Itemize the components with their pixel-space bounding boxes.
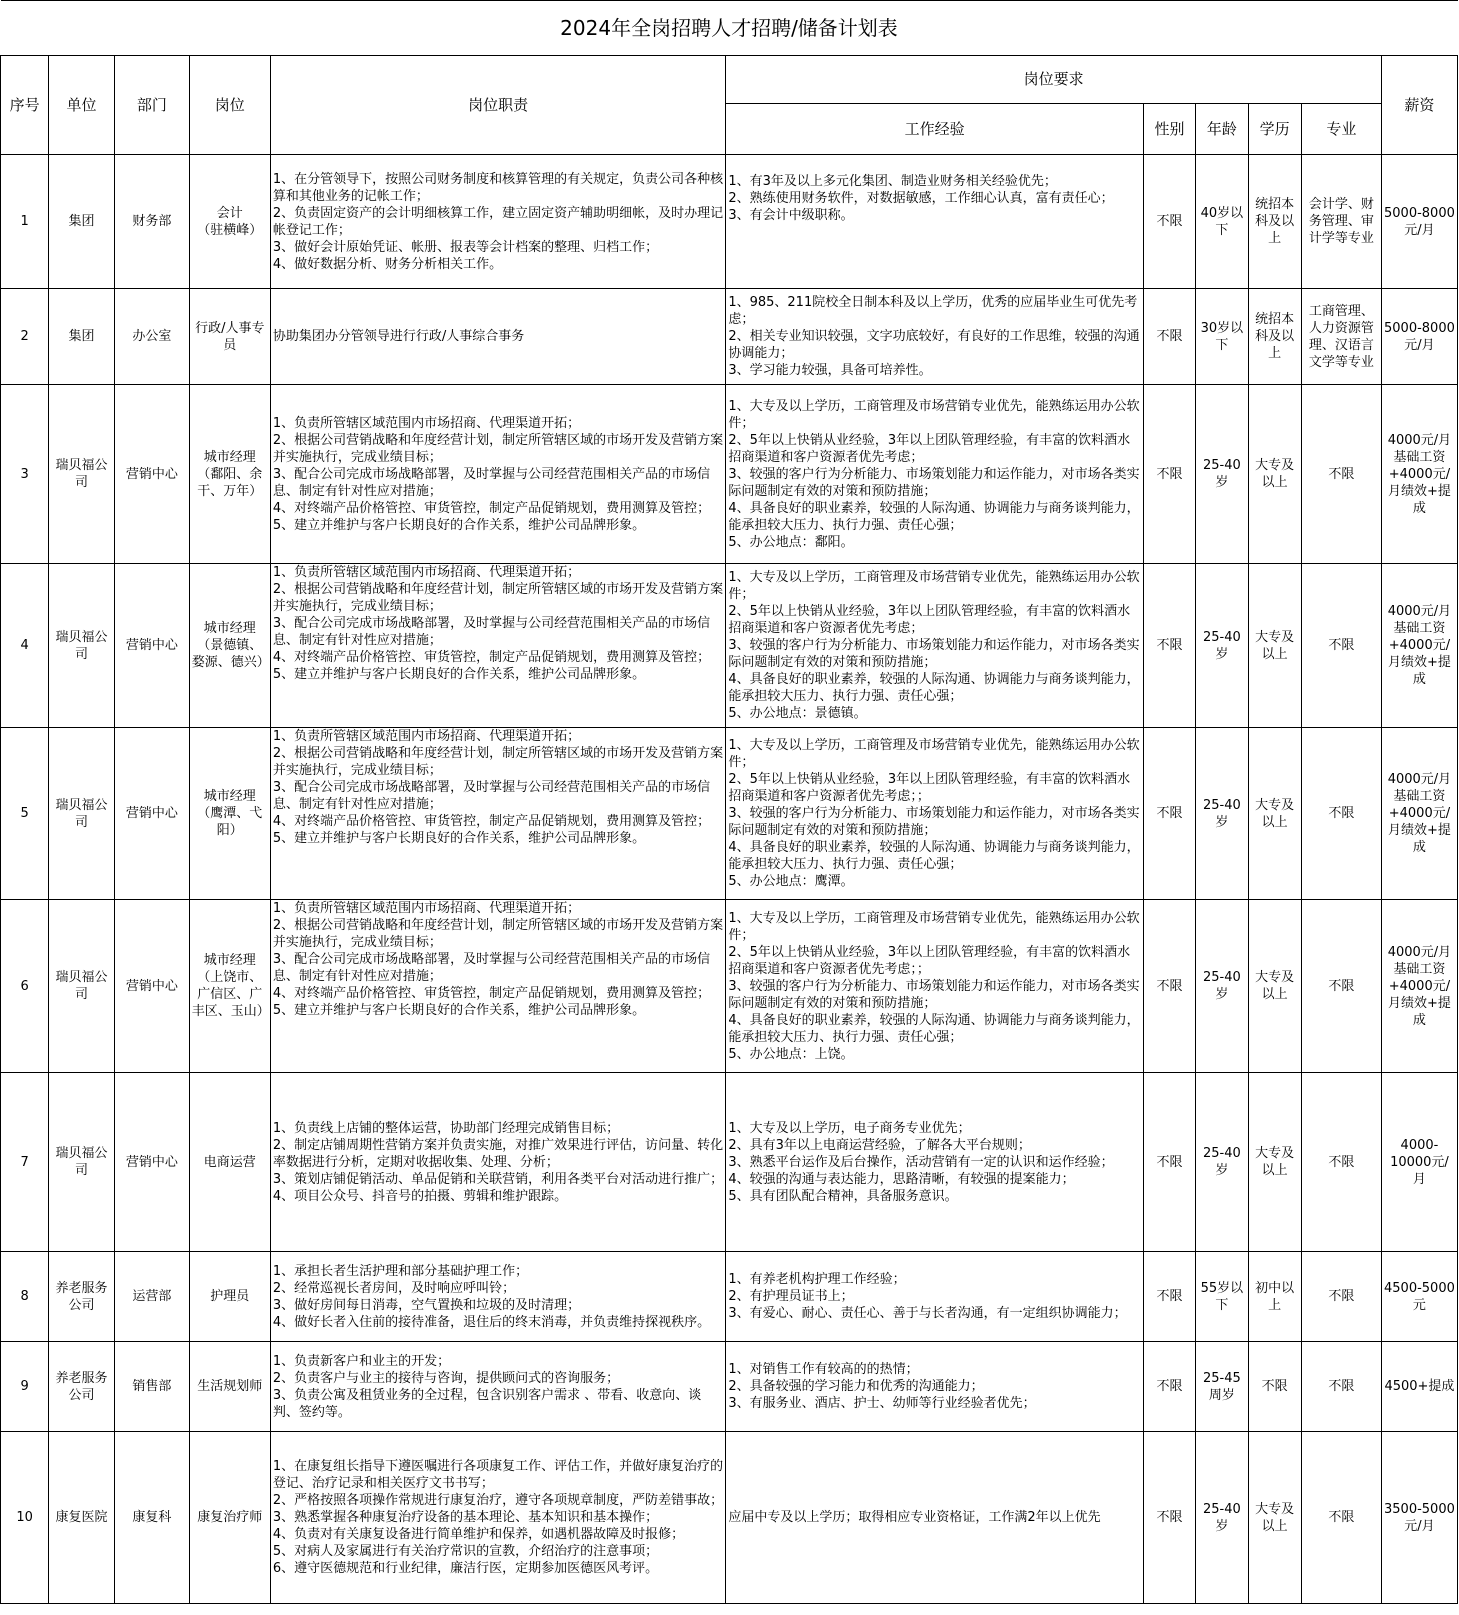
cell-major: 不限	[1301, 1252, 1381, 1342]
cell-experience: 1、985、211院校全日制本科及以上学历，优秀的应届毕业生可优先考虑； 2、相关专业知识较强，文字功底较好，有良好的工作思维，较强的沟通协调能力； 3、学习能力较强，具备可培养性。	[726, 289, 1144, 385]
header-gender: 性别	[1143, 104, 1195, 155]
cell-salary: 4000-10000元/月	[1381, 1073, 1457, 1252]
cell-age: 25-40岁	[1196, 1432, 1248, 1604]
cell-experience: 1、有3年及以上多元化集团、制造业财务相关经验优先； 2、熟练使用财务软件，对数据敏感，工作细心认真，富有责任心； 3、有会计中级职称。	[726, 155, 1144, 289]
cell-education: 初中以上	[1248, 1252, 1301, 1342]
header-age: 年龄	[1196, 104, 1248, 155]
cell-post: 城市经理 （鄱阳、余干、万年）	[189, 385, 270, 564]
cell-salary: 4000元/月基础工资+4000元/月绩效+提成	[1381, 900, 1457, 1073]
cell-duty: 协助集团办分管领导进行行政/人事综合事务	[270, 289, 726, 385]
cell-experience: 1、有养老机构护理工作经验； 2、有护理员证书上； 3、有爱心、耐心、责任心、善于与长者沟通，有一定组织协调能力；	[726, 1252, 1144, 1342]
cell-major: 不限	[1301, 728, 1381, 900]
cell-post: 会计 （驻横峰）	[189, 155, 270, 289]
cell-unit: 瑞贝福公司	[49, 900, 115, 1073]
cell-no: 7	[1, 1073, 49, 1252]
header-major: 专业	[1301, 104, 1381, 155]
cell-unit: 养老服务公司	[49, 1252, 115, 1342]
cell-age: 25-40岁	[1196, 1073, 1248, 1252]
cell-no: 1	[1, 155, 49, 289]
cell-dept: 办公室	[114, 289, 189, 385]
cell-age: 40岁以下	[1196, 155, 1248, 289]
cell-education: 不限	[1248, 1342, 1301, 1432]
cell-gender: 不限	[1143, 155, 1195, 289]
cell-education: 大专及以上	[1248, 564, 1301, 728]
cell-dept: 营销中心	[114, 385, 189, 564]
cell-gender: 不限	[1143, 289, 1195, 385]
cell-dept: 销售部	[114, 1342, 189, 1432]
table-row	[1, 728, 1458, 900]
page-title: 2024年全岗招聘人才招聘/储备计划表	[1, 1, 1458, 56]
header-dept: 部门	[114, 56, 189, 155]
table-row	[1, 1252, 1458, 1342]
cell-experience: 1、大专及以上学历，电子商务专业优先； 2、具有3年以上电商运营经验，了解各大平台规则； 3、熟悉平台运作及后台操作，活动营销有一定的认识和运作经验； 4、较强的沟通与表达能力，思路清晰，有较强的提案能力； 5、具有团队配合精神，具备服务意识。	[726, 1073, 1144, 1252]
header-duty: 岗位职责	[270, 56, 726, 155]
cell-no: 3	[1, 385, 49, 564]
cell-gender: 不限	[1143, 1073, 1195, 1252]
table-row	[1, 385, 1458, 564]
cell-salary: 3500-5000元/月	[1381, 1432, 1457, 1604]
cell-duty: 1、负责新客户和业主的开发； 2、负责客户与业主的接待与咨询，提供顾问式的咨询服务； 3、负责公寓及租赁业务的全过程，包含识别客户需求 、带看、收意向、谈判、签约等。	[270, 1342, 726, 1432]
cell-age: 55岁以下	[1196, 1252, 1248, 1342]
cell-age: 25-40岁	[1196, 385, 1248, 564]
cell-duty: 1、负责所管辖区域范围内市场招商、代理渠道开拓； 2、根据公司营销战略和年度经营计划，制定所管辖区域的市场开发及营销方案并实施执行，完成业绩目标； 3、配合公司完成市场战略部署，及时掌握与公司经营范围相关产品的市场信息、制定有针对性应对措施； 4、对终端产品价格管控、审货管控，制定产品促销规划，费用测算及管控； 5、建立并维护与客户长期良好的合作关系，维护公司品牌形象。	[270, 385, 726, 564]
table-row	[1, 1432, 1458, 1604]
table-row	[1, 289, 1458, 385]
cell-major: 会计学、财务管理、审计学等专业	[1301, 155, 1381, 289]
table-row	[1, 155, 1458, 289]
header-no: 序号	[1, 56, 49, 155]
cell-unit: 集团	[49, 155, 115, 289]
cell-no: 5	[1, 728, 49, 900]
cell-salary: 5000-8000元/月	[1381, 155, 1457, 289]
cell-dept: 运营部	[114, 1252, 189, 1342]
cell-education: 统招本科及以上	[1248, 155, 1301, 289]
cell-education: 大专及以上	[1248, 900, 1301, 1073]
cell-dept: 康复科	[114, 1432, 189, 1604]
cell-education: 大专及以上	[1248, 1073, 1301, 1252]
cell-experience: 1、大专及以上学历，工商管理及市场营销专业优先，能熟练运用办公软件； 2、5年以上快销从业经验，3年以上团队管理经验，有丰富的饮料酒水招商渠道和客户资源者优先考虑；； 3、较强的客户行为分析能力、市场策划能力和运作能力，对市场各类实际问题制定有效的对策和预防措施； 4、具备良好的职业素养，较强的人际沟通、协调能力与商务谈判能力，能承担较大压力、执行力强、责任心强； 5、办公地点：鹰潭。	[726, 728, 1144, 900]
cell-major: 不限	[1301, 385, 1381, 564]
cell-gender: 不限	[1143, 385, 1195, 564]
cell-salary: 4500+提成	[1381, 1342, 1457, 1432]
cell-age: 25-40岁	[1196, 900, 1248, 1073]
cell-major: 工商管理、人力资源管理、汉语言文学等专业	[1301, 289, 1381, 385]
cell-duty: 1、负责所管辖区域范围内市场招商、代理渠道开拓； 2、根据公司营销战略和年度经营计划，制定所管辖区域的市场开发及营销方案并实施执行，完成业绩目标； 3、配合公司完成市场战略部署，及时掌握与公司经营范围相关产品的市场信息、制定有针对性应对措施； 4、对终端产品价格管控、审货管控，制定产品促销规划，费用测算及管控； 5、建立并维护与客户长期良好的合作关系，维护公司品牌形象。	[270, 564, 726, 728]
cell-experience: 1、大专及以上学历，工商管理及市场营销专业优先，能熟练运用办公软件； 2、5年以上快销从业经验，3年以上团队管理经验，有丰富的饮料酒水招商渠道和客户资源者优先考虑；； 3、较强的客户行为分析能力、市场策划能力和运作能力，对市场各类实际问题制定有效的对策和预防措施； 4、具备良好的职业素养，较强的人际沟通、协调能力与商务谈判能力，能承担较大压力、执行力强、责任心强； 5、办公地点：上饶。	[726, 900, 1144, 1073]
cell-duty: 1、负责所管辖区域范围内市场招商、代理渠道开拓； 2、根据公司营销战略和年度经营计划，制定所管辖区域的市场开发及营销方案并实施执行，完成业绩目标； 3、配合公司完成市场战略部署，及时掌握与公司经营范围相关产品的市场信息、制定有针对性应对措施； 4、对终端产品价格管控、审货管控，制定产品促销规划，费用测算及管控； 5、建立并维护与客户长期良好的合作关系，维护公司品牌形象。	[270, 900, 726, 1073]
cell-duty: 1、负责所管辖区域范围内市场招商、代理渠道开拓； 2、根据公司营销战略和年度经营计划，制定所管辖区域的市场开发及营销方案并实施执行，完成业绩目标； 3、配合公司完成市场战略部署，及时掌握与公司经营范围相关产品的市场信息、制定有针对性应对措施； 4、对终端产品价格管控、审货管控，制定产品促销规划，费用测算及管控； 5、建立并维护与客户长期良好的合作关系，维护公司品牌形象。	[270, 728, 726, 900]
header-experience: 工作经验	[726, 104, 1144, 155]
header-salary: 薪资	[1381, 56, 1457, 155]
cell-dept: 财务部	[114, 155, 189, 289]
cell-education: 大专及以上	[1248, 385, 1301, 564]
table-row	[1, 900, 1458, 1073]
cell-gender: 不限	[1143, 728, 1195, 900]
table-row	[1, 564, 1458, 728]
cell-major: 不限	[1301, 900, 1381, 1073]
cell-gender: 不限	[1143, 900, 1195, 1073]
cell-salary: 4000元/月基础工资+4000元/月绩效+提成	[1381, 728, 1457, 900]
cell-age: 25-40岁	[1196, 564, 1248, 728]
cell-no: 6	[1, 900, 49, 1073]
cell-duty: 1、负责线上店铺的整体运营，协助部门经理完成销售目标； 2、制定店铺周期性营销方案并负责实施，对推广效果进行评估，访问量、转化率数据进行分析，定期对收据收集、处理、分析； 3、策划店铺促销活动、单品促销和关联营销，利用各类平台对活动进行推广； 4、项目公众号、抖音号的拍摄、剪辑和维护跟踪。	[270, 1073, 726, 1252]
table-row	[1, 1342, 1458, 1432]
cell-dept: 营销中心	[114, 900, 189, 1073]
cell-unit: 瑞贝福公司	[49, 385, 115, 564]
cell-dept: 营销中心	[114, 1073, 189, 1252]
cell-gender: 不限	[1143, 1252, 1195, 1342]
cell-age: 30岁以下	[1196, 289, 1248, 385]
cell-post: 行政/人事专员	[189, 289, 270, 385]
cell-education: 大专及以上	[1248, 1432, 1301, 1604]
cell-unit: 养老服务公司	[49, 1342, 115, 1432]
cell-no: 9	[1, 1342, 49, 1432]
cell-major: 不限	[1301, 564, 1381, 728]
cell-age: 25-45周岁	[1196, 1342, 1248, 1432]
cell-post: 城市经理 （景德镇、婺源、德兴）	[189, 564, 270, 728]
cell-salary: 4000元/月基础工资+4000元/月绩效+提成	[1381, 385, 1457, 564]
cell-major: 不限	[1301, 1342, 1381, 1432]
cell-education: 统招本科及以上	[1248, 289, 1301, 385]
cell-no: 4	[1, 564, 49, 728]
cell-post: 生活规划师	[189, 1342, 270, 1432]
cell-experience: 应届中专及以上学历；取得相应专业资格证，工作满2年以上优先	[726, 1432, 1144, 1604]
cell-duty: 1、承担长者生活护理和部分基础护理工作； 2、经常巡视长者房间，及时响应呼叫铃； 3、做好房间每日消毒，空气置换和垃圾的及时清理； 4、做好长者入住前的接待准备，退住后的终末消毒，并负责维持探视秩序。	[270, 1252, 726, 1342]
cell-experience: 1、大专及以上学历，工商管理及市场营销专业优先，能熟练运用办公软件； 2、5年以上快销从业经验，3年以上团队管理经验，有丰富的饮料酒水招商渠道和客户资源者优先考虑； 3、较强的客户行为分析能力、市场策划能力和运作能力，对市场各类实际问题制定有效的对策和预防措施； 4、具备良好的职业素养，较强的人际沟通、协调能力与商务谈判能力，能承担较大压力、执行力强、责任心强； 5、办公地点：鄱阳。	[726, 385, 1144, 564]
cell-post: 电商运营	[189, 1073, 270, 1252]
cell-education: 大专及以上	[1248, 728, 1301, 900]
cell-duty: 1、在康复组长指导下遵医嘱进行各项康复工作、评估工作，并做好康复治疗的登记、治疗记录和相关医疗文书书写； 2、严格按照各项操作常规进行康复治疗，遵守各项规章制度，严防差错事故； 3、熟悉掌握各种康复治疗设备的基本理论、基本知识和基本操作； 4、负责对有关康复设备进行简单维护和保养，如遇机器故障及时报修； 5、对病人及家属进行有关治疗常识的宣教，介绍治疗的注意事项； 6、遵守医德规范和行业纪律，廉洁行医，定期参加医德医风考评。	[270, 1432, 726, 1604]
cell-dept: 营销中心	[114, 564, 189, 728]
cell-unit: 集团	[49, 289, 115, 385]
cell-post: 城市经理 （上饶市、广信区、广丰区、玉山）	[189, 900, 270, 1073]
cell-salary: 4500-5000元	[1381, 1252, 1457, 1342]
cell-no: 2	[1, 289, 49, 385]
cell-gender: 不限	[1143, 1342, 1195, 1432]
header-post: 岗位	[189, 56, 270, 155]
header-requirements: 岗位要求	[726, 56, 1382, 104]
cell-post: 城市经理 （鹰潭、弋阳）	[189, 728, 270, 900]
cell-unit: 瑞贝福公司	[49, 564, 115, 728]
header-education: 学历	[1248, 104, 1301, 155]
cell-major: 不限	[1301, 1432, 1381, 1604]
cell-salary: 4000元/月基础工资+4000元/月绩效+提成	[1381, 564, 1457, 728]
cell-post: 护理员	[189, 1252, 270, 1342]
cell-salary: 5000-8000元/月	[1381, 289, 1457, 385]
cell-unit: 康复医院	[49, 1432, 115, 1604]
cell-post: 康复治疗师	[189, 1432, 270, 1604]
cell-unit: 瑞贝福公司	[49, 1073, 115, 1252]
cell-unit: 瑞贝福公司	[49, 728, 115, 900]
cell-gender: 不限	[1143, 1432, 1195, 1604]
cell-gender: 不限	[1143, 564, 1195, 728]
cell-duty: 1、在分管领导下，按照公司财务制度和核算管理的有关规定，负责公司各种核算和其他业务的记帐工作； 2、负责固定资产的会计明细核算工作，建立固定资产辅助明细帐，及时办理记帐登记工作； 3、做好会计原始凭证、帐册、报表等会计档案的整理、归档工作； 4、做好数据分析、财务分析相关工作。	[270, 155, 726, 289]
cell-major: 不限	[1301, 1073, 1381, 1252]
table-row	[1, 1073, 1458, 1252]
cell-no: 10	[1, 1432, 49, 1604]
cell-experience: 1、对销售工作有较高的的热情； 2、具备较强的学习能力和优秀的沟通能力； 3、有服务业、酒店、护士、幼师等行业经验者优先；	[726, 1342, 1144, 1432]
header-unit: 单位	[49, 56, 115, 155]
cell-no: 8	[1, 1252, 49, 1342]
cell-experience: 1、大专及以上学历，工商管理及市场营销专业优先，能熟练运用办公软件； 2、5年以上快销从业经验，3年以上团队管理经验，有丰富的饮料酒水招商渠道和客户资源者优先考虑； 3、较强的客户行为分析能力、市场策划能力和运作能力，对市场各类实际问题制定有效的对策和预防措施； 4、具备良好的职业素养，较强的人际沟通、协调能力与商务谈判能力，能承担较大压力、执行力强、责任心强； 5、办公地点：景德镇。	[726, 564, 1144, 728]
cell-age: 25-40岁	[1196, 728, 1248, 900]
cell-dept: 营销中心	[114, 728, 189, 900]
